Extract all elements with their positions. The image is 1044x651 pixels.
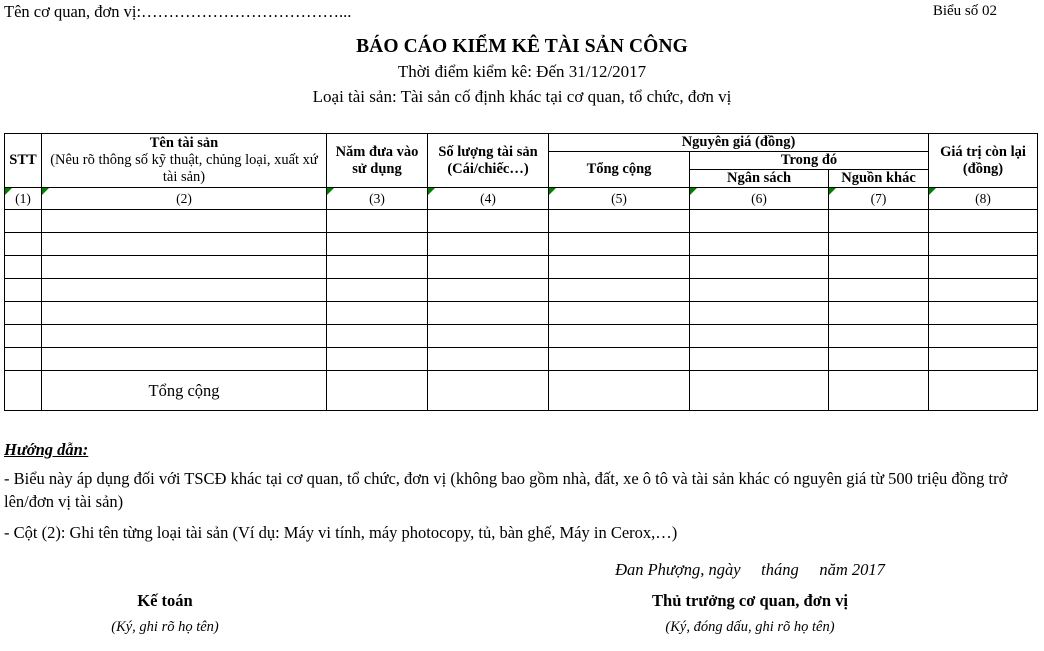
- table-cell[interactable]: [929, 348, 1038, 371]
- table-cell[interactable]: [42, 233, 327, 256]
- comment-marker-icon: [5, 188, 12, 195]
- asset-inventory-table-container: [4, 133, 1037, 411]
- inventory-date-subtitle: Thời điểm kiểm kê: Đến 31/12/2017: [397, 62, 647, 81]
- header-year-in-use: Năm đưa vào sử dụng: [327, 134, 428, 188]
- table-cell[interactable]: [327, 279, 428, 302]
- asset-type-subtitle: Loại tài sản: Tài sản cố định khác tại cơ quan, tổ chức, đơn vị: [312, 87, 732, 106]
- table-cell[interactable]: [929, 256, 1038, 279]
- table-cell[interactable]: [5, 348, 42, 371]
- table-row[interactable]: [5, 325, 1038, 348]
- table-cell[interactable]: [428, 279, 549, 302]
- table-cell[interactable]: [42, 256, 327, 279]
- table-cell[interactable]: [929, 210, 1038, 233]
- column-number-8-text: (8): [975, 190, 991, 206]
- accountant-title: Kế toán: [137, 591, 193, 610]
- table-cell[interactable]: [5, 325, 42, 348]
- comment-marker-icon: [929, 188, 936, 195]
- header-stt: STT: [5, 134, 42, 188]
- header-remaining-value: Giá trị còn lại (đồng): [929, 134, 1038, 188]
- table-cell[interactable]: [690, 348, 829, 371]
- table-cell[interactable]: [428, 325, 549, 348]
- header-asset-name-main: Tên tài sản: [149, 135, 219, 151]
- accountant-note: (Ký, ghi rõ họ tên): [111, 619, 219, 635]
- comment-marker-icon: [549, 188, 556, 195]
- header-quantity-main: Số lượng tài sản: [438, 143, 538, 160]
- table-row[interactable]: [5, 233, 1038, 256]
- signature-date-line: Đan Phượng, ngày tháng năm 2017: [615, 560, 885, 579]
- table-cell[interactable]: [42, 348, 327, 371]
- header-total: Tổng cộng: [549, 152, 690, 188]
- table-header: [5, 134, 1038, 210]
- table-cell[interactable]: [549, 233, 690, 256]
- header-budget: Ngân sách: [690, 170, 829, 188]
- table-row[interactable]: [5, 348, 1038, 371]
- table-cell[interactable]: [5, 279, 42, 302]
- table-cell[interactable]: [690, 325, 829, 348]
- header-quantity-note: (Cái/chiếc…): [447, 160, 529, 177]
- comment-marker-icon: [327, 188, 334, 195]
- total-row-cell[interactable]: [549, 371, 690, 411]
- table-cell[interactable]: [428, 210, 549, 233]
- page-title: BÁO CÁO KIỂM KÊ TÀI SẢN CÔNG: [356, 36, 688, 57]
- table-cell[interactable]: [549, 256, 690, 279]
- column-number-1: [5, 188, 42, 210]
- header-asset-name: [42, 134, 327, 188]
- table-cell[interactable]: [42, 279, 327, 302]
- organization-name-line: Tên cơ quan, đơn vị:………………………………...: [4, 2, 352, 21]
- header-of-which: Trong đó: [690, 152, 929, 170]
- table-cell[interactable]: [428, 348, 549, 371]
- total-row-cell[interactable]: [5, 371, 42, 411]
- total-row-cell[interactable]: [929, 371, 1038, 411]
- header-original-cost: Nguyên giá (đồng): [549, 134, 929, 152]
- total-row-cell[interactable]: [690, 371, 829, 411]
- comment-marker-icon: [42, 188, 49, 195]
- column-number-7: [829, 188, 929, 210]
- head-of-unit-note: (Ký, đóng dấu, ghi rõ họ tên): [665, 619, 835, 635]
- table-body: [5, 210, 1038, 411]
- comment-marker-icon: [829, 188, 836, 195]
- table-row[interactable]: [5, 279, 1038, 302]
- total-row: [5, 371, 1038, 411]
- table-cell[interactable]: [829, 348, 929, 371]
- table-cell[interactable]: [929, 279, 1038, 302]
- column-number-5-text: (5): [611, 190, 627, 206]
- table-row[interactable]: [5, 302, 1038, 325]
- document-header-bar: [0, 0, 1044, 26]
- table-cell[interactable]: [829, 279, 929, 302]
- guide-paragraph-2: - Cột (2): Ghi tên từng loại tài sản (Ví dụ: Máy vi tính, máy photocopy, tủ, bàn ghế, Máy in Cerox,…): [4, 523, 678, 542]
- table-cell[interactable]: [428, 302, 549, 325]
- table-cell[interactable]: [690, 302, 829, 325]
- table-cell[interactable]: [549, 279, 690, 302]
- header-quantity: [428, 134, 549, 188]
- guide-paragraph-1: - Biểu này áp dụng đối với TSCĐ khác tại cơ quan, tổ chức, đơn vị (không bao gồm nhà, đất, xe ô tô và tài sản khác có nguyên giá từ 500 triệu đồng trở lên/đơn vị tài sản): [4, 469, 1008, 512]
- table-cell[interactable]: [327, 233, 428, 256]
- table-cell[interactable]: [549, 210, 690, 233]
- table-cell[interactable]: [42, 325, 327, 348]
- table-cell[interactable]: [829, 210, 929, 233]
- column-number-8: [929, 188, 1038, 210]
- table-cell[interactable]: [690, 210, 829, 233]
- table-cell[interactable]: [829, 256, 929, 279]
- column-number-1-text: (1): [15, 190, 31, 206]
- column-number-5: [549, 188, 690, 210]
- column-number-4-text: (4): [480, 190, 496, 206]
- table-cell[interactable]: [5, 233, 42, 256]
- table-cell[interactable]: [690, 233, 829, 256]
- asset-inventory-table: [4, 133, 1038, 411]
- table-row[interactable]: [5, 210, 1038, 233]
- column-number-2: [42, 188, 327, 210]
- column-number-3-text: (3): [369, 190, 385, 206]
- table-row[interactable]: [5, 256, 1038, 279]
- header-other-source: Nguồn khác: [829, 170, 929, 188]
- guide-heading: Hướng dẫn:: [4, 440, 89, 459]
- column-number-6-text: (6): [751, 190, 767, 206]
- column-number-4: [428, 188, 549, 210]
- table-cell[interactable]: [327, 256, 428, 279]
- table-cell[interactable]: [42, 302, 327, 325]
- table-cell[interactable]: [549, 348, 690, 371]
- head-of-unit-title: Thủ trưởng cơ quan, đơn vị: [652, 591, 848, 610]
- table-cell[interactable]: [327, 210, 428, 233]
- table-cell[interactable]: [5, 256, 42, 279]
- table-cell[interactable]: [5, 210, 42, 233]
- table-cell[interactable]: [690, 256, 829, 279]
- table-cell[interactable]: [929, 233, 1038, 256]
- form-number-label: Biểu số 02: [932, 3, 997, 19]
- total-row-label: Tổng cộng: [42, 371, 327, 411]
- column-number-3: [327, 188, 428, 210]
- column-number-6: [690, 188, 829, 210]
- total-row-cell[interactable]: [327, 371, 428, 411]
- table-cell[interactable]: [549, 325, 690, 348]
- table-cell[interactable]: [829, 302, 929, 325]
- total-row-cell[interactable]: [428, 371, 549, 411]
- table-cell[interactable]: [42, 210, 327, 233]
- column-number-7-text: (7): [870, 190, 887, 206]
- column-number-2-text: (2): [176, 190, 192, 206]
- table-cell[interactable]: [829, 233, 929, 256]
- table-cell[interactable]: [829, 325, 929, 348]
- column-number-row: [5, 188, 1038, 210]
- table-cell[interactable]: [327, 348, 428, 371]
- table-cell[interactable]: [929, 325, 1038, 348]
- comment-marker-icon: [428, 188, 435, 195]
- total-row-cell[interactable]: [829, 371, 929, 411]
- table-cell[interactable]: [549, 302, 690, 325]
- comment-marker-icon: [690, 188, 697, 195]
- table-cell[interactable]: [929, 302, 1038, 325]
- table-cell[interactable]: [5, 302, 42, 325]
- table-cell[interactable]: [428, 233, 549, 256]
- table-cell[interactable]: [327, 325, 428, 348]
- table-cell[interactable]: [327, 302, 428, 325]
- table-cell[interactable]: [690, 279, 829, 302]
- header-asset-name-note: (Nêu rõ thông số kỹ thuật, chủng loại, xuất xứ tài sản): [50, 152, 318, 186]
- header-row-1: [5, 134, 1038, 152]
- table-cell[interactable]: [428, 256, 549, 279]
